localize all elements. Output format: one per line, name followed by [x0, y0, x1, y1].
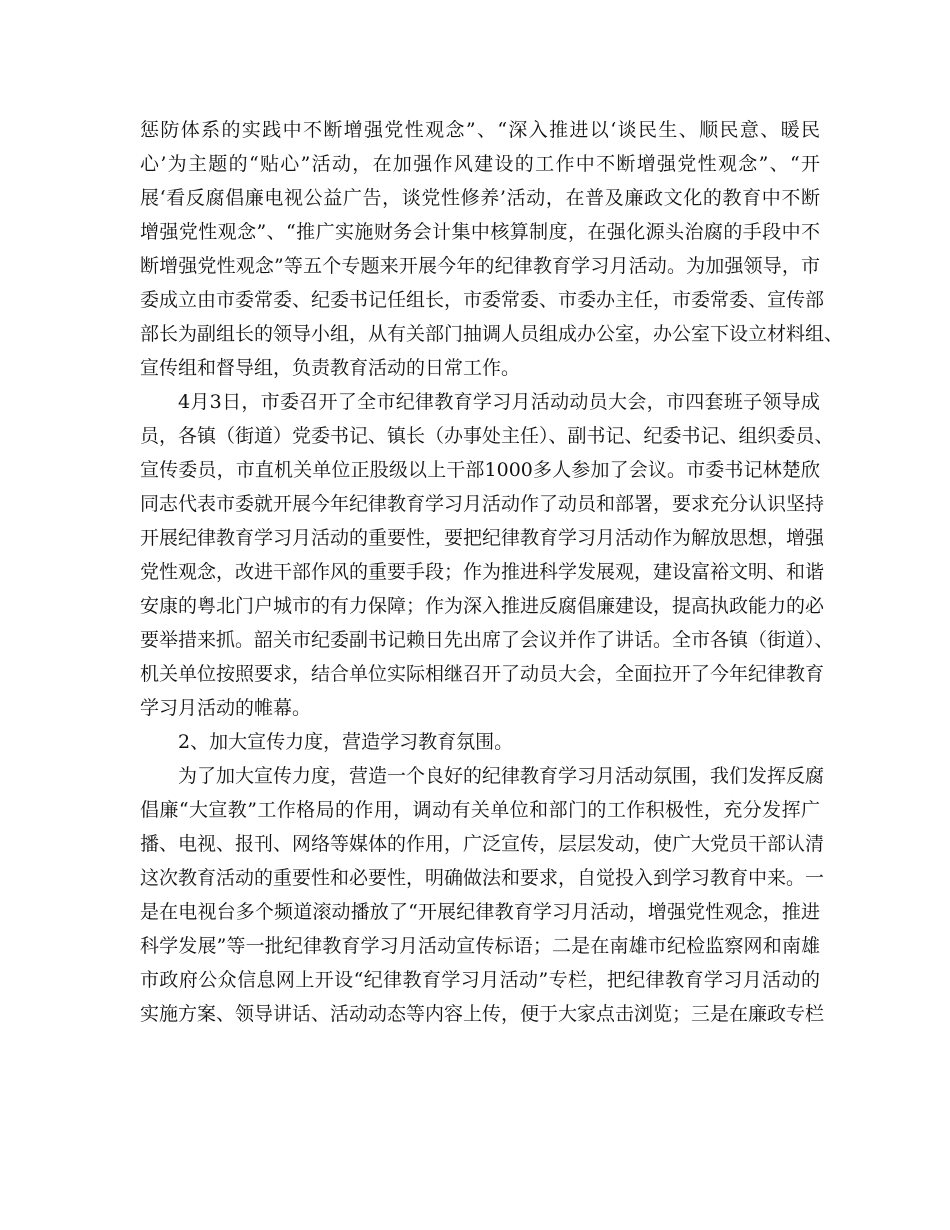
- text-line: 是在电视台多个频道滚动播放了“开展纪律教育学习月活动，增强党性观念，推进: [140, 901, 820, 923]
- text-line: 同志代表市委就开展今年纪律教育学习月活动作了动员和部署，要求充分认识坚持: [140, 493, 825, 515]
- paragraph: [140, 759, 825, 1031]
- text-line: 委成立由市委常委、纪委书记任组长，市委常委、市委办主任，市委常委、宣传部: [140, 289, 825, 311]
- text-line: 要举措来抓。韶关市纪委副书记赖日先出席了会议并作了讲话。全市各镇（街道）、: [140, 629, 834, 651]
- text-line: 展‘看反腐倡廉电视公益广告，谈党性修养’活动，在普及廉政文化的教育中不断: [140, 187, 820, 209]
- text-line: 断增强党性观念”等五个专题来开展今年的纪律教育学习月活动。为加强领导，市: [140, 255, 820, 277]
- paragraph: [140, 725, 820, 759]
- text-line: 倡廉“大宣教”工作格局的作用，调动有关单位和部门的工作积极性，充分发挥广: [140, 799, 820, 821]
- text-line: 为了加大宣传力度，营造一个良好的纪律教育学习月活动氛围，我们发挥反腐: [178, 765, 825, 787]
- text-line: 4月3日，市委召开了全市纪律教育学习月活动动员大会，市四套班子领导成: [178, 391, 820, 413]
- text-line: 部长为副组长的领导小组，从有关部门抽调人员组成办公室，办公室下设立材料组、: [140, 323, 844, 345]
- text-line: 员，各镇（街道）党委书记、镇长（办事处主任）、副书记、纪委书记、组织委员、: [140, 425, 834, 447]
- text-line: 增强党性观念”、“推广实施财务会计集中核算制度，在强化源头治腐的手段中不: [140, 221, 820, 243]
- text-line: 宣传委员，市直机关单位正股级以上干部1000多人参加了会议。市委书记林楚欣: [140, 459, 820, 481]
- text-line: 播、电视、报刊、网络等媒体的作用，广泛宣传，层层发动，使广大党员干部认清: [140, 833, 825, 855]
- text-line: 惩防体系的实践中不断增强党性观念”、“深入推进以‘谈民生、顺民意、暖民: [140, 119, 820, 141]
- text-line: 学习月活动的帷幕。: [140, 697, 312, 719]
- text-line: 科学发展”等一批纪律教育学习月活动宣传标语；二是在南雄市纪检监察网和南雄: [140, 935, 820, 957]
- text-line: 机关单位按照要求，结合单位实际相继召开了动员大会，全面拉开了今年纪律教育: [140, 663, 825, 685]
- text-line: 心’为主题的“贴心”活动，在加强作风建设的工作中不断增强党性观念”、“开: [140, 153, 820, 175]
- text-line: 2、加大宣传力度，营造学习教育氛围。: [178, 731, 514, 753]
- text-line: 宣传组和督导组，负责教育活动的日常工作。: [140, 357, 521, 379]
- text-line: 这次教育活动的重要性和必要性，明确做法和要求，自觉投入到学习教育中来。一: [140, 867, 825, 889]
- paragraph: [140, 113, 844, 385]
- text-line: 开展纪律教育学习月活动的重要性，要把纪律教育学习月活动作为解放思想，增强: [140, 527, 825, 549]
- text-line: 安康的粤北门户城市的有力保障；作为深入推进反腐倡廉建设，提高执政能力的必: [140, 595, 825, 617]
- text-line: 实施方案、领导讲话、活动动态等内容上传，便于大家点击浏览；三是在廉政专栏: [140, 1003, 825, 1025]
- paragraph: [140, 385, 834, 725]
- document-body: [140, 113, 844, 1031]
- text-line: 市政府公众信息网上开设“纪律教育学习月活动”专栏，把纪律教育学习月活动的: [140, 969, 820, 991]
- text-line: 党性观念，改进干部作风的重要手段；作为推进科学发展观，建设富裕文明、和谐: [140, 561, 825, 583]
